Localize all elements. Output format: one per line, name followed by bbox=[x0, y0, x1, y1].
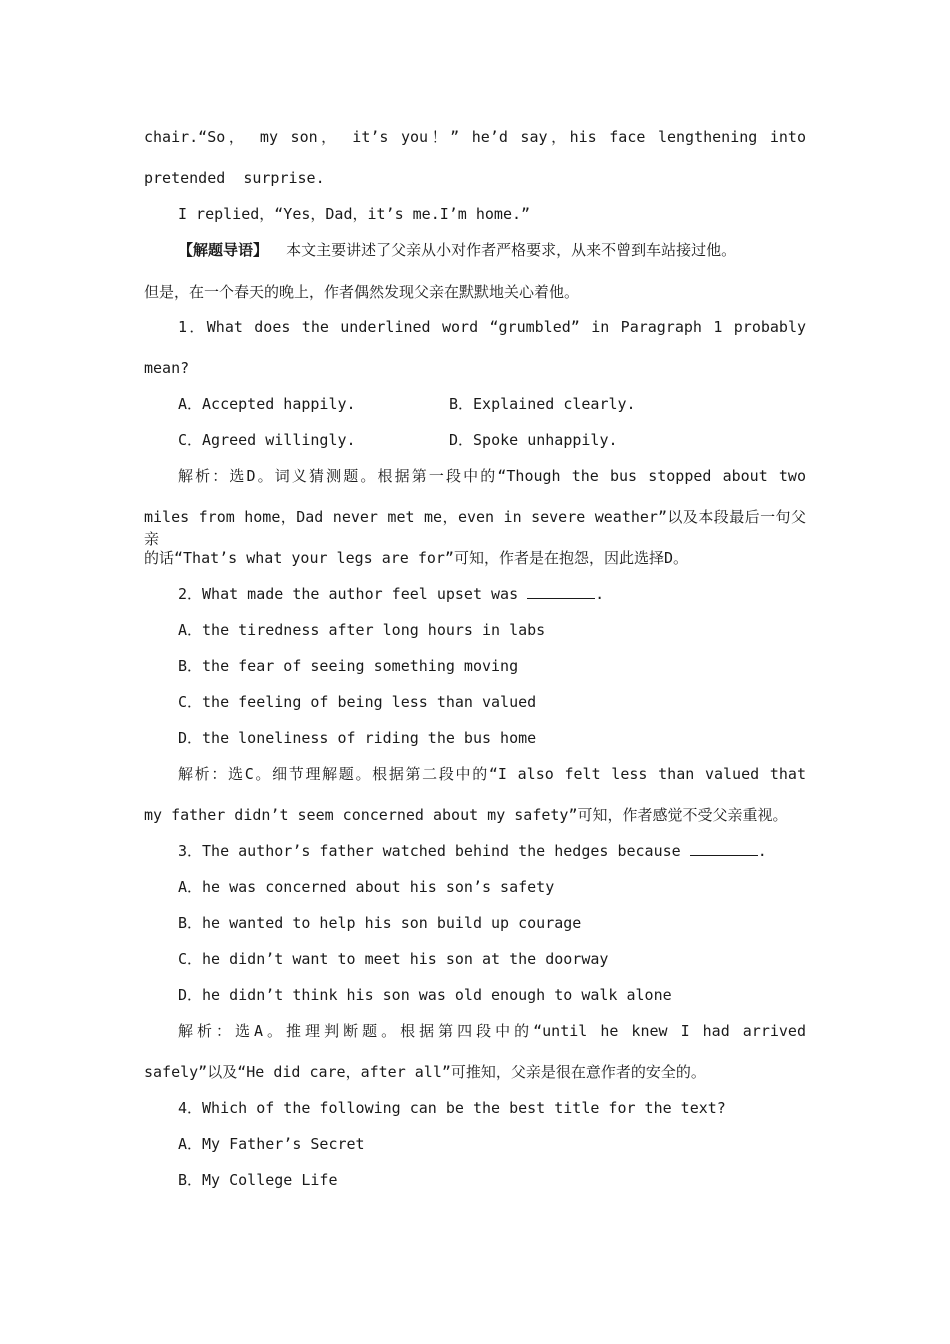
option-c: C．Agreed willingly. bbox=[178, 431, 356, 449]
option-d: D．the loneliness of riding the bus home bbox=[178, 729, 537, 747]
option-a: A．My Father’s Secret bbox=[178, 1135, 365, 1153]
analysis-line: miles from home，Dad never met me，even in severe weather”以及本段最后一句父亲 bbox=[144, 508, 806, 548]
option-b: B．he wanted to help his son build up courage bbox=[178, 914, 582, 932]
option-d: D．Spoke unhappily. bbox=[449, 431, 618, 449]
option-b: B．the fear of seeing something moving bbox=[178, 657, 519, 675]
question-stem: 4．Which of the following can be the best title for the text? bbox=[178, 1099, 726, 1117]
option-b: B．My College Life bbox=[178, 1171, 338, 1189]
guide-paragraph bbox=[178, 239, 806, 261]
question-stem-text: 3．The author’s father watched behind the hedges because bbox=[178, 842, 681, 860]
question-stem: 2．What made the author feel upset was . bbox=[178, 585, 605, 603]
option-c: C．he didn’t want to meet his son at the doorway bbox=[178, 950, 609, 968]
option-b: B．Explained clearly. bbox=[449, 395, 636, 413]
analysis-line: my father didn’t seem concerned about my safety”可知，作者感觉不受父亲重视。 bbox=[144, 806, 788, 824]
analysis-line: 解析：选A。推理判断题。根据第四段中的“until he knew I had arrived bbox=[178, 1022, 806, 1040]
guide-text-line: 但是，在一个春天的晚上，作者偶然发现父亲在默默地关心着他。 bbox=[144, 283, 580, 301]
question-stem-text: 2．What made the author feel upset was bbox=[178, 585, 519, 603]
analysis-line: safely”以及“He did care，after all”可推知，父亲是很在意作者的安全的。 bbox=[144, 1063, 706, 1081]
question-stem: 1．What does the underlined word “grumbled” in Paragraph 1 probably bbox=[178, 318, 806, 336]
option-a: A．Accepted happily. bbox=[178, 395, 356, 413]
option-c: C．the feeling of being less than valued bbox=[178, 693, 537, 711]
option-a: A．the tiredness after long hours in labs bbox=[178, 621, 546, 639]
analysis-line: 的话“That’s what your legs are for”可知，作者是在抱怨，因此选择D。 bbox=[144, 549, 688, 567]
answer-blank bbox=[527, 584, 595, 599]
guide-label: 【解题导语】 bbox=[178, 241, 269, 259]
question-stem: 3．The author’s father watched behind the hedges because . bbox=[178, 842, 767, 860]
passage-line: pretended surprise. bbox=[144, 169, 325, 187]
question-stem-cont: mean? bbox=[144, 359, 190, 377]
guide-text: 本文主要讲述了父亲从小对作者严格要求，从来不曾到车站接过他。 bbox=[286, 241, 737, 259]
answer-blank bbox=[690, 841, 758, 856]
analysis-line: 解析：选D。词义猜测题。根据第一段中的“Though the bus stopped about two bbox=[178, 467, 806, 485]
option-a: A．he was concerned about his son’s safety bbox=[178, 878, 555, 896]
analysis-line: 解析：选C。细节理解题。根据第二段中的“I also felt less than valued that bbox=[178, 765, 806, 783]
passage-line: I replied，“Yes，Dad，it’s me.I’m home.” bbox=[178, 205, 531, 223]
passage-line: chair.“So， my son， it’s you！” he’d say，his face lengthening into bbox=[144, 128, 806, 146]
option-d: D．he didn’t think his son was old enough to walk alone bbox=[178, 986, 672, 1004]
